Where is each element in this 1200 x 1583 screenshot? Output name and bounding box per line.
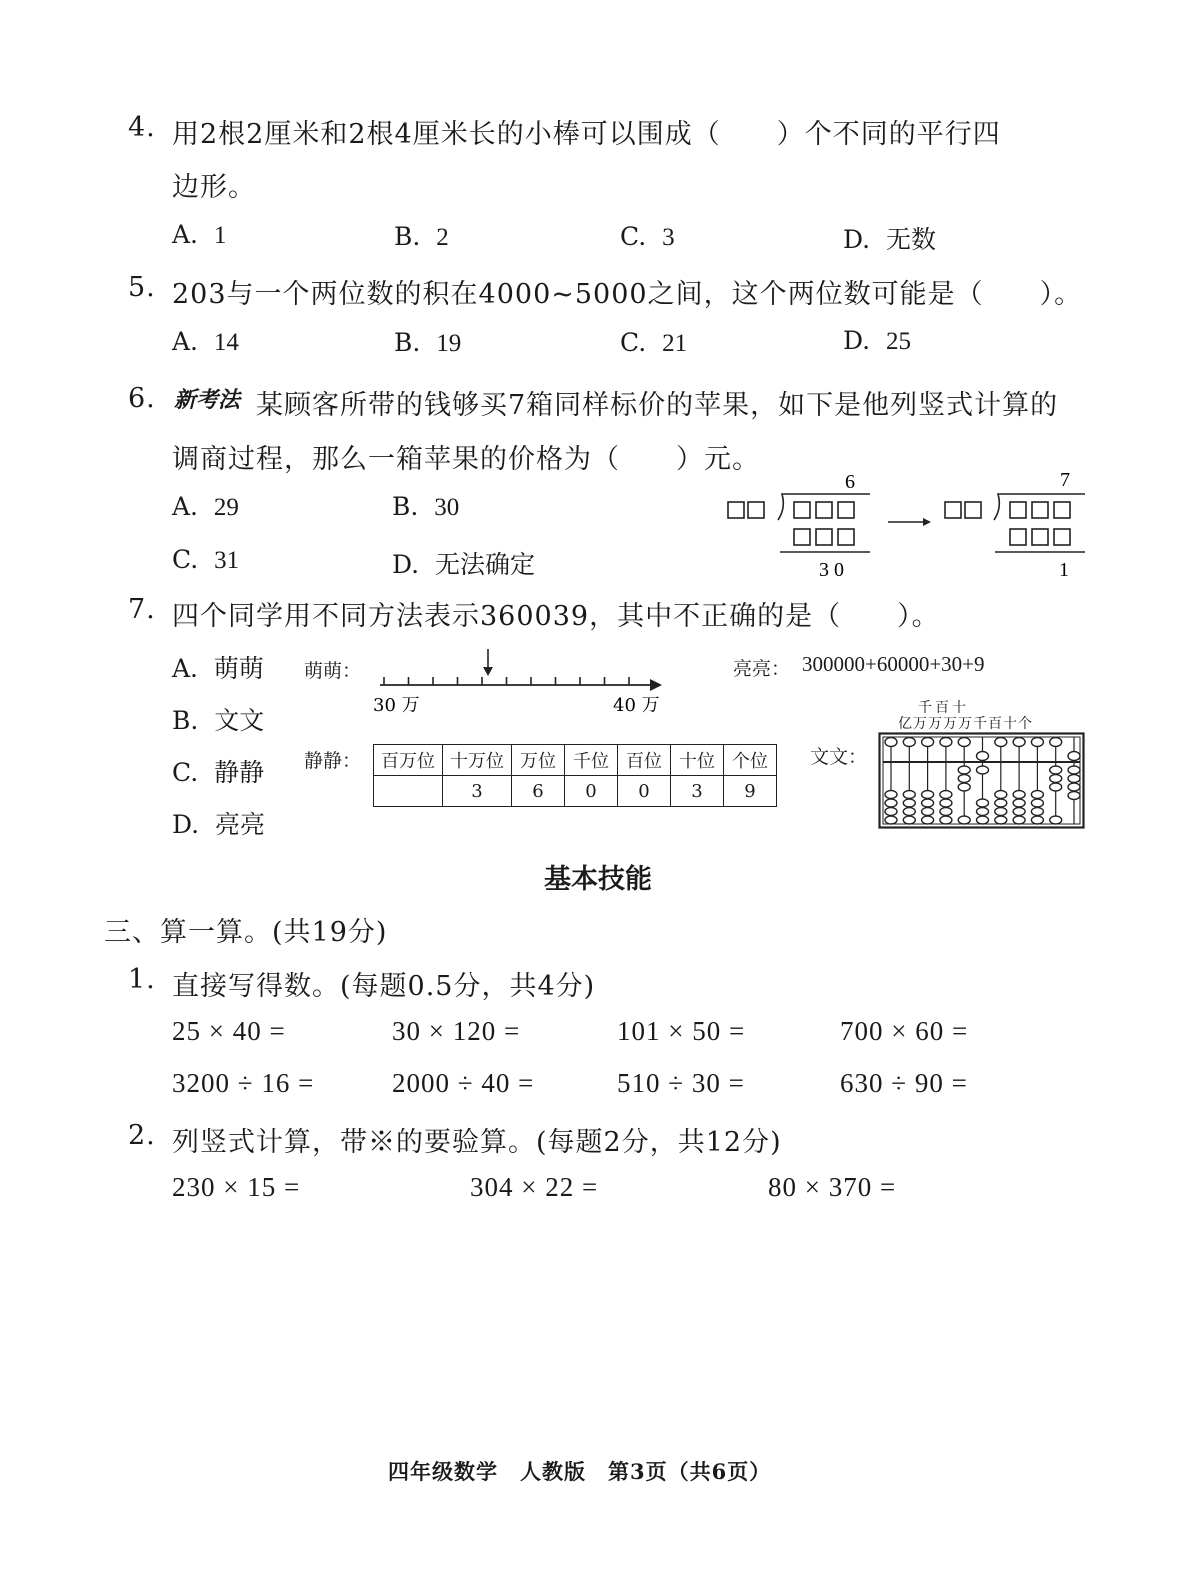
- q4-option-d[interactable]: D. 无数: [843, 225, 937, 254]
- number-line: [370, 645, 670, 720]
- abacus-upper-bead: [903, 738, 915, 747]
- q6-option-c[interactable]: C. 31: [172, 545, 240, 574]
- abacus-upper-bead: [940, 738, 952, 747]
- abacus-lower-bead: [977, 816, 989, 824]
- q5-option-c[interactable]: C. 21: [620, 328, 688, 357]
- s3-q2-text: 列竖式计算，带※的要验算。(每题2分，共12分): [172, 1127, 782, 1158]
- section-title: 基本技能: [544, 864, 652, 895]
- calc-item: 2000 ÷ 40 =: [392, 1068, 535, 1098]
- quotient-6: 6: [845, 471, 855, 493]
- s3-q2-number: 2.: [128, 1120, 156, 1151]
- quotient-7: 7: [1060, 469, 1070, 491]
- abacus-upper-bead: [995, 738, 1007, 747]
- digit-cell: 3: [443, 776, 512, 807]
- q7-number: 7.: [128, 594, 156, 625]
- abacus-lower-bead: [940, 816, 952, 824]
- header-cell: 百位: [618, 745, 671, 776]
- q5-option-d[interactable]: D. 25: [843, 326, 912, 355]
- q6-option-b[interactable]: B. 30: [392, 492, 460, 521]
- s3-q1-text: 直接写得数。(每题0.5分，共4分): [172, 971, 596, 1002]
- abacus-lower-bead: [995, 808, 1007, 816]
- header-cell: 个位: [724, 745, 777, 776]
- abacus: [878, 732, 1086, 830]
- abacus-lower-bead: [1050, 775, 1062, 783]
- abacus-lower-bead: [1013, 799, 1025, 807]
- calc-item: 3200 ÷ 16 =: [172, 1068, 315, 1098]
- q5-text: 203与一个两位数的积在4000~5000之间，这个两位数可能是（ ）。: [172, 279, 1083, 310]
- abacus-lower-bead: [903, 816, 915, 824]
- q4-option-a[interactable]: A. 1: [172, 220, 227, 249]
- q6-number: 6.: [128, 383, 156, 414]
- liangliang-expression: 300000+60000+30+9: [802, 652, 985, 676]
- abacus-lower-bead: [922, 791, 934, 799]
- digit-cell: [374, 776, 443, 807]
- digit-cell: 9: [724, 776, 777, 807]
- abacus-lower-bead: [1013, 791, 1025, 799]
- abacus-lower-bead: [958, 766, 970, 774]
- abacus-upper-bead: [1031, 738, 1043, 747]
- place-value-digit-row: [374, 776, 777, 807]
- vertical-calc-item: 230 × 15 =: [172, 1172, 301, 1202]
- abacus-lower-bead: [1050, 766, 1062, 774]
- abacus-top-labels: 千百十: [918, 700, 969, 716]
- abacus-upper-bead: [885, 738, 897, 747]
- abacus-lower-bead: [1050, 816, 1062, 824]
- abacus-lower-bead: [995, 791, 1007, 799]
- abacus-lower-bead: [1068, 783, 1080, 791]
- abacus-lower-bead: [1068, 792, 1080, 800]
- abacus-lower-bead: [995, 799, 1007, 807]
- number-line-start-label: 30 万: [373, 695, 420, 716]
- abacus-upper-bead: [977, 752, 989, 761]
- abacus-lower-bead: [885, 791, 897, 799]
- abacus-lower-bead: [940, 791, 952, 799]
- abacus-bottom-labels: 亿万万万万千百十个: [898, 716, 1033, 732]
- abacus-upper-bead: [1050, 738, 1062, 747]
- q6-text-line2: 调商过程，那么一箱苹果的价格为（ ）元。: [172, 444, 760, 475]
- q4-option-c[interactable]: C. 3: [620, 222, 675, 251]
- q4-number: 4.: [128, 112, 156, 143]
- header-cell: 百万位: [374, 745, 443, 776]
- remainder-30: 3 0: [819, 559, 844, 581]
- divisor-boxes-2: [945, 502, 1070, 545]
- page-footer: 四年级数学 人教版 第3页（共6页）: [388, 1459, 772, 1484]
- abacus-lower-bead: [1068, 766, 1080, 774]
- abacus-lower-bead: [903, 799, 915, 807]
- place-value-table: [373, 744, 777, 807]
- q7-text: 四个同学用不同方法表示360039，其中不正确的是（ ）。: [172, 601, 940, 632]
- abacus-lower-bead: [977, 808, 989, 816]
- remainder-1: 1: [1059, 559, 1069, 581]
- number-line-end-label: 40 万: [613, 695, 660, 716]
- new-exam-badge: 新考法: [174, 388, 241, 413]
- abacus-lower-bead: [903, 791, 915, 799]
- abacus-lower-bead: [940, 808, 952, 816]
- abacus-lower-bead: [885, 799, 897, 807]
- abacus-lower-bead: [958, 783, 970, 791]
- abacus-upper-bead: [1013, 738, 1025, 747]
- abacus-lower-bead: [940, 799, 952, 807]
- header-cell: 十位: [671, 745, 724, 776]
- q5-number: 5.: [128, 272, 156, 303]
- abacus-lower-bead: [885, 816, 897, 824]
- abacus-upper-bead: [1068, 752, 1080, 761]
- calc-item: 101 × 50 =: [617, 1016, 746, 1046]
- header-cell: 千位: [565, 745, 618, 776]
- vertical-calc-item: 304 × 22 =: [470, 1172, 599, 1202]
- divisor-boxes-1: [728, 502, 854, 545]
- abacus-lower-bead: [958, 816, 970, 824]
- abacus-lower-bead: [885, 808, 897, 816]
- q4-text-line2: 边形。: [172, 172, 256, 203]
- s3-q1-number: 1.: [128, 964, 156, 995]
- q6-text-line1: 某顾客所带的钱够买7箱同样标价的苹果，如下是他列竖式计算的: [256, 390, 1059, 421]
- abacus-lower-bead: [1031, 791, 1043, 799]
- abacus-lower-bead: [922, 799, 934, 807]
- q7-option-a[interactable]: A. 萌萌: [172, 654, 264, 683]
- abacus-upper-bead: [958, 738, 970, 747]
- abacus-lower-bead: [1031, 799, 1043, 807]
- liangliang-label: 亮亮：: [733, 658, 791, 680]
- calc-item: 630 ÷ 90 =: [840, 1068, 968, 1098]
- abacus-lower-bead: [977, 766, 989, 774]
- vertical-calc-item: 80 × 370 =: [768, 1172, 897, 1202]
- wenwen-label: 文文：: [810, 746, 868, 768]
- q4-text-line1: 用2根2厘米和2根4厘米长的小棒可以围成（ ）个不同的平行四: [172, 119, 1001, 150]
- q4-option-b[interactable]: B. 2: [394, 222, 449, 251]
- abacus-lower-bead: [958, 775, 970, 783]
- calc-item: 510 ÷ 30 =: [617, 1068, 745, 1098]
- digit-cell: 6: [512, 776, 565, 807]
- digit-cell: 0: [565, 776, 618, 807]
- abacus-upper-bead: [922, 738, 934, 747]
- q7-option-b[interactable]: B. 文文: [172, 706, 265, 735]
- q5-option-a[interactable]: A. 14: [172, 327, 239, 356]
- abacus-lower-bead: [922, 816, 934, 824]
- section3-title: 三、算一算。(共19分): [104, 917, 388, 948]
- long-division-diagram: [720, 462, 1100, 587]
- abacus-lower-bead: [1013, 816, 1025, 824]
- q7-option-c[interactable]: C. 静静: [172, 758, 265, 787]
- header-cell: 万位: [512, 745, 565, 776]
- digit-cell: 0: [618, 776, 671, 807]
- abacus-lower-bead: [977, 799, 989, 807]
- mengmeng-label: 萌萌：: [304, 660, 362, 682]
- abacus-lower-bead: [1013, 808, 1025, 816]
- abacus-lower-bead: [903, 808, 915, 816]
- abacus-lower-bead: [1031, 808, 1043, 816]
- place-value-header-row: [374, 745, 777, 776]
- jingjing-label: 静静：: [304, 750, 362, 772]
- abacus-lower-bead: [1068, 775, 1080, 783]
- abacus-lower-bead: [1050, 783, 1062, 791]
- abacus-lower-bead: [1031, 816, 1043, 824]
- abacus-lower-bead: [922, 808, 934, 816]
- q6-option-d[interactable]: D. 无法确定: [392, 550, 536, 579]
- q5-option-b[interactable]: B. 19: [394, 328, 462, 357]
- digit-cell: 3: [671, 776, 724, 807]
- calc-item: 30 × 120 =: [392, 1016, 521, 1046]
- q7-option-d[interactable]: D. 亮亮: [172, 810, 266, 839]
- header-cell: 十万位: [443, 745, 512, 776]
- q6-option-a[interactable]: A. 29: [172, 492, 239, 521]
- abacus-lower-bead: [995, 816, 1007, 824]
- calc-item: 25 × 40 =: [172, 1016, 286, 1046]
- calc-item: 700 × 60 =: [840, 1016, 969, 1046]
